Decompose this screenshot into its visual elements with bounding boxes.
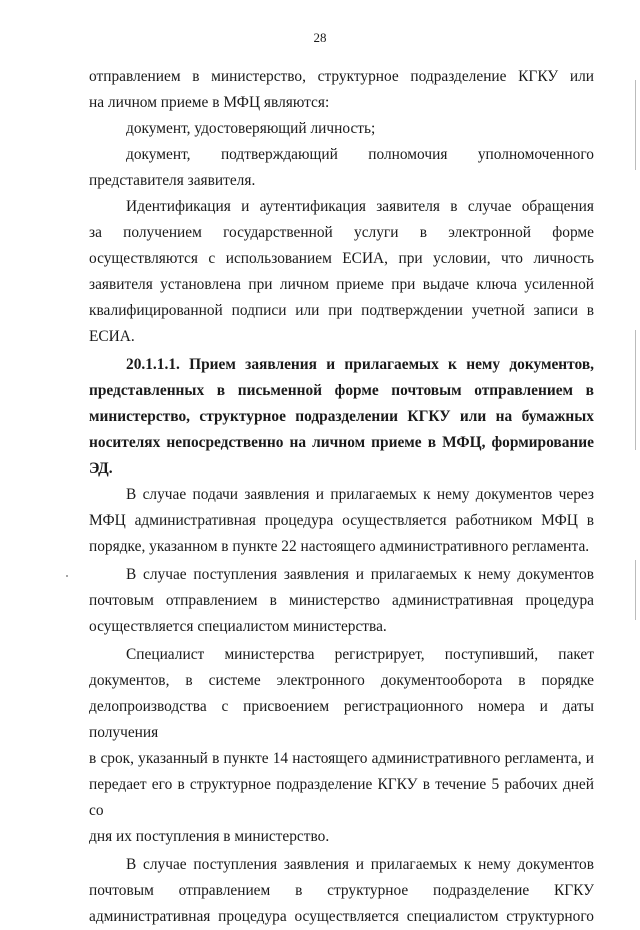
text-line: почтовым отправлением в министерство административная процедура xyxy=(89,592,594,609)
text-line: делопроизводства с присвоением регистрационного номера и даты получения xyxy=(89,698,594,741)
text-line: Специалист министерства регистрирует, поступивший, пакет xyxy=(126,646,594,663)
text-line: квалифицированной подписи или при подтверждении учетной записи в xyxy=(89,302,594,319)
scan-edge-mark xyxy=(635,560,636,620)
text-line: носителях непосредственно на личном приеме в МФЦ, формирование xyxy=(89,434,594,451)
text-line: на личном приеме в МФЦ являются: xyxy=(89,94,330,111)
text-line: документ, удостоверяющий личность; xyxy=(126,120,376,137)
text-line: Идентификация и аутентификация заявителя в случае обращения xyxy=(126,198,594,215)
text-line: представленных в письменной форме почтовым отправлением в xyxy=(89,382,594,399)
page-number: 28 xyxy=(313,30,327,45)
text-line: документ, подтверждающий полномочия уполномоченного xyxy=(126,146,594,163)
scan-edge-mark xyxy=(635,330,636,450)
text-line: дня их поступления в министерство. xyxy=(89,828,330,845)
scan-edge-mark xyxy=(635,80,636,170)
text-line: В случае поступления заявления и прилагаемых к нему документов xyxy=(126,566,594,583)
text-line: за получением государственной услуги в электронной форме xyxy=(89,224,594,241)
text-line: ЭД. xyxy=(89,460,113,477)
text-line: отправлением в министерство, структурное подразделение КГКУ или xyxy=(89,68,594,85)
scan-speck xyxy=(66,575,68,577)
text-line: в срок, указанный в пункте 14 настоящего административного регламента, и xyxy=(89,750,594,767)
text-line: заявителя установлена при личном приеме при выдаче ключа усиленной xyxy=(89,276,594,293)
text-line: 20.1.1.1. Прием заявления и прилагаемых к нему документов, xyxy=(126,356,594,373)
text-line: административная процедура осуществляется специалистом структурного xyxy=(89,908,594,925)
text-line: В случае поступления заявления и прилагаемых к нему документов xyxy=(126,856,594,873)
text-line: МФЦ административная процедура осуществляется работником МФЦ в xyxy=(89,512,594,529)
text-line: осуществляется специалистом министерства. xyxy=(89,618,387,635)
text-line: передает его в структурное подразделение КГКУ в течение 5 рабочих дней со xyxy=(89,776,594,819)
text-line: министерство, структурное подразделении КГКУ или на бумажных xyxy=(89,408,594,425)
text-line: порядке, указанном в пункте 22 настоящего административного регламента. xyxy=(89,538,590,555)
text-line: представителя заявителя. xyxy=(89,172,256,189)
text-line: документов, в системе электронного документооборота в порядке xyxy=(89,672,594,689)
document-body xyxy=(89,64,594,930)
text-line: ЕСИА. xyxy=(89,328,135,345)
text-line: В случае подачи заявления и прилагаемых к нему документов через xyxy=(126,486,594,503)
text-line: почтовым отправлением в структурное подразделение КГКУ xyxy=(89,882,594,899)
text-line: осуществляются с использованием ЕСИА, при условии, что личность xyxy=(89,250,594,267)
